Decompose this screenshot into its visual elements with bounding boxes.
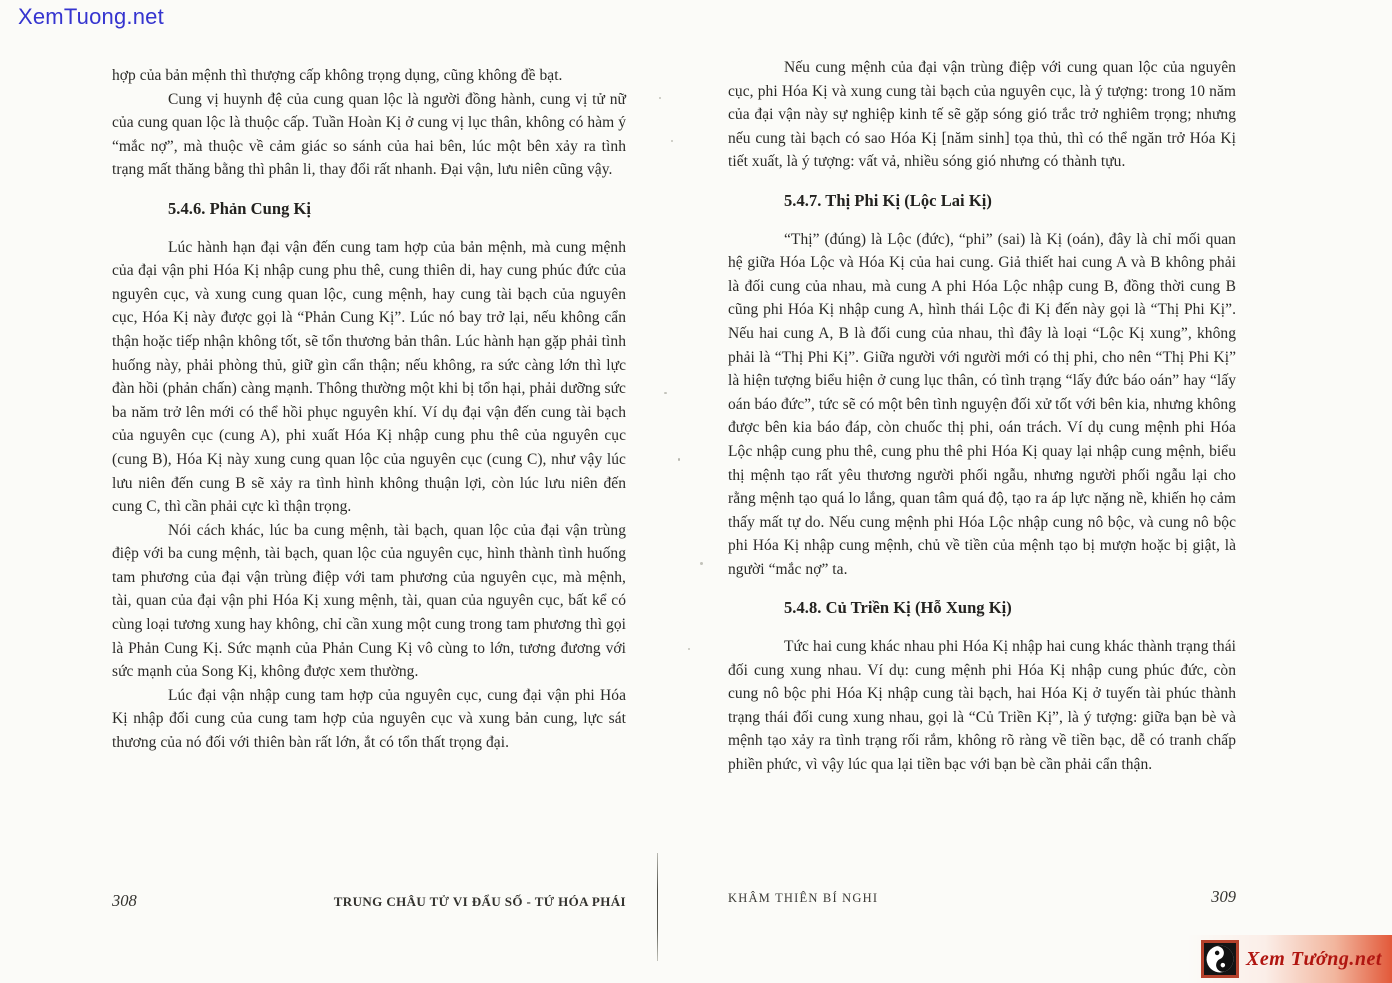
- site-watermark-text: XemTuong.net: [18, 4, 164, 29]
- section-heading-5-4-7: 5.4.7. Thị Phi Kị (Lộc Lai Kị): [784, 190, 992, 210]
- section-heading-5-4-6: 5.4.6. Phản Cung Kị: [168, 198, 312, 218]
- right-page-text-column: [728, 56, 1236, 777]
- dust-speck: [678, 458, 680, 461]
- corner-brand-banner: [1187, 935, 1392, 983]
- dust-speck: [671, 140, 673, 142]
- yin-yang-icon: [1201, 940, 1239, 978]
- dust-speck: [688, 648, 690, 650]
- paragraph: Nói cách khác, lúc ba cung mệnh, tài bạch, quan lộc của đại vận trùng điệp với ba cung mệnh, tài bạch, quan lộc của nguyên cục, hình thành tình huống tam phương của đại vận trùng điệp với tam phương của nguyên cục, mà mệnh, tài, quan của đại vận phi Hóa Kị xung mệnh, tài, quan của nguyên cục, bất kể có cùng loại tương xung hay không, chỉ cần xung một cung trong tam phương thì gọi là Phản Cung Kị. Sức mạnh của Phản Cung Kị vô cùng to lớn, tương đương với sức mạnh của Song Kị, không được xem thường.: [112, 521, 626, 681]
- paragraph: Lúc hành hạn đại vận đến cung tam hợp của bản mệnh, mà cung mệnh của đại vận phi Hóa Kị nhập cung phu thê, cung thiên di, hay cung phúc đức của nguyên cục, và xung cung quan lộc, cung mệnh, hay cung tài bạch của nguyên cục, Hóa Kị này được gọi là “Phản Cung Kị”. Lúc nó bay trở lại, nếu không cẩn thận hoặc tiếp nhận không tốt, sẽ tổn thương bản thân. Lúc hành hạn gặp phải tình huống này, phải phòng thủ, giữ gìn cẩn thận; nếu không, ra sức càng lớn thì lực đàn hồi (phản chấn) càng mạnh. Thông thường một khi bị tổn hại, phải dưỡng sức ba năm trở lên mới có thể hồi phục nguyên khí. Ví dụ đại vận đến cung tài bạch của nguyên cục (cung A), phi xuất Hóa Kị nhập cung phu thê của nguyên cục (cung B), Hóa Kị này xung cung quan lộc của nguyên cục (cung C), như vậy lúc lưu niên đến cung B sẽ xảy ra tình hình không thuận lợi, còn lúc lưu niên đến cung C, thì cần phải cực kì thận trọng.: [112, 238, 626, 516]
- left-page-footer: [112, 891, 626, 911]
- left-page-text-column: [112, 64, 626, 755]
- dust-speck: [700, 562, 703, 565]
- right-page-footer: [728, 887, 1236, 907]
- paragraph: Nếu cung mệnh của đại vận trùng điệp với cung quan lộc của nguyên cục, phi Hóa Kị và xung cung tài bạch của nguyên cục, là ý tượng: trong 10 năm của đại vận này sự nghiệp kinh tế sẽ gặp sóng gió trắc trở nghiêm trọng; nhưng nếu cung tài bạch có sao Hóa Kị [năm sinh] tọa thủ, thì có thể ngăn trở Hóa Kị tiết xuất, là ý tượng: vất vả, nhiều sóng gió nhưng có thành tựu.: [728, 59, 1236, 171]
- page-number-left: 308: [112, 891, 137, 910]
- paragraph: Tức hai cung khác nhau phi Hóa Kị nhập hai cung khác thành trạng thái đối cung xung nhau. Ví dụ: cung mệnh phi Hóa Kị nhập cung phúc đức, còn cung nô bộc phi Hóa Kị nhập cung tài bạch, hai Hóa Kị ở tuyến tài phúc thành trạng thái đối cung xung nhau, gọi là “Củ Triền Kị”, là ý tượng: giữa bạn bè và mệnh tạo xảy ra tình trạng rối rắm, không rõ ràng về tiền bạc, dễ có tranh chấp phiền phức, vì vậy lúc qua lại tiền bạc với bạn bè cần phải cẩn thận.: [728, 638, 1236, 774]
- dust-speck: [664, 392, 667, 394]
- running-title-left: TRUNG CHÂU TỬ VI ĐẨU SỐ - TỨ HÓA PHÁI: [333, 894, 626, 909]
- paragraph: Lúc đại vận nhập cung tam hợp của nguyên cục, cung đại vận phi Hóa Kị nhập đối cung của cung tam hợp của nguyên cục và xung bản cung, lực sát thương của nó đối với thiên bàn rất lớn, ắt có tổn thất trọng đại.: [112, 686, 626, 752]
- paragraph: hợp của bản mệnh thì thượng cấp không trọng dụng, cũng không đề bạt.: [112, 67, 563, 84]
- page-number-right: 309: [1211, 887, 1236, 906]
- paragraph: Cung vị huynh đệ của cung quan lộc là người đồng hành, cung vị tử nữ của cung quan lộc là thuộc cấp. Tuần Hoàn Kị ở cung vị lục thân, không có hàm ý “mắc nợ”, mà thuộc về cảm giác so sánh của hai bên, lúc một bên xảy ra tình trạng mất thăng bằng thì phân li, thay đổi rất nhanh. Đại vận, lưu niên cũng vậy.: [112, 90, 626, 179]
- paragraph: “Thị” (đúng) là Lộc (đức), “phi” (sai) là Kị (oán), đây là chỉ mối quan hệ giữa Hóa Lộc và Hóa Kị của hai cung. Giả thiết hai cung A và B không phải là đối cung của nhau, mà cung A phi Hóa Lộc nhập cung B, đồng thời cung B cũng phi Hóa Kị nhập cung A, hình thái Lộc đi Kị đến này gọi là “Thị Phi Kị”. Nếu hai cung A, B là đối cung của nhau, thì đây là loại “Lộc Kị xung”, không phải là “Thị Phi Kị”. Giữa người với người mới có thị phi, cho nên “Thị Phi Kị” là hiện tượng biểu hiện ở cung lục thân, có tình trạng “lấy đức báo oán” hay “lấy oán báo đức”, tức sẽ có một bên tình nguyện đối xử tốt với bên kia, nhưng không được bên kia báo đáp, còn chuốc thị phi, oán trách. Ví dụ cung mệnh phi Hóa Lộc nhập cung phu thê, cung phu thê phi Hóa Kị quay lại nhập cung mệnh, biểu thị mệnh tạo rất yêu thương người phối ngẫu, nhưng người phối ngẫu lại cho rằng mệnh tạo quá lo lắng, quan tâm quá độ, tạo ra áp lực nặng nề, khiến họ cảm thấy mất tự do. Nếu cung mệnh phi Hóa Lộc nhập cung nô bộc, và cung nô bộc phi Hóa Kị nhập cung mệnh, chủ về tiền của mệnh tạo bị mượn hoặc bị giật, là người “mắc nợ” ta.: [728, 230, 1236, 578]
- running-title-right: KHÂM THIÊN BÍ NGHI: [728, 891, 879, 905]
- corner-brand-text: Xem Tướng.net: [1246, 947, 1382, 970]
- section-heading-5-4-8: 5.4.8. Củ Triền Kị (Hỗ Xung Kị): [784, 598, 1012, 618]
- dust-speck: [659, 97, 661, 99]
- spine-crease-line: [657, 853, 658, 961]
